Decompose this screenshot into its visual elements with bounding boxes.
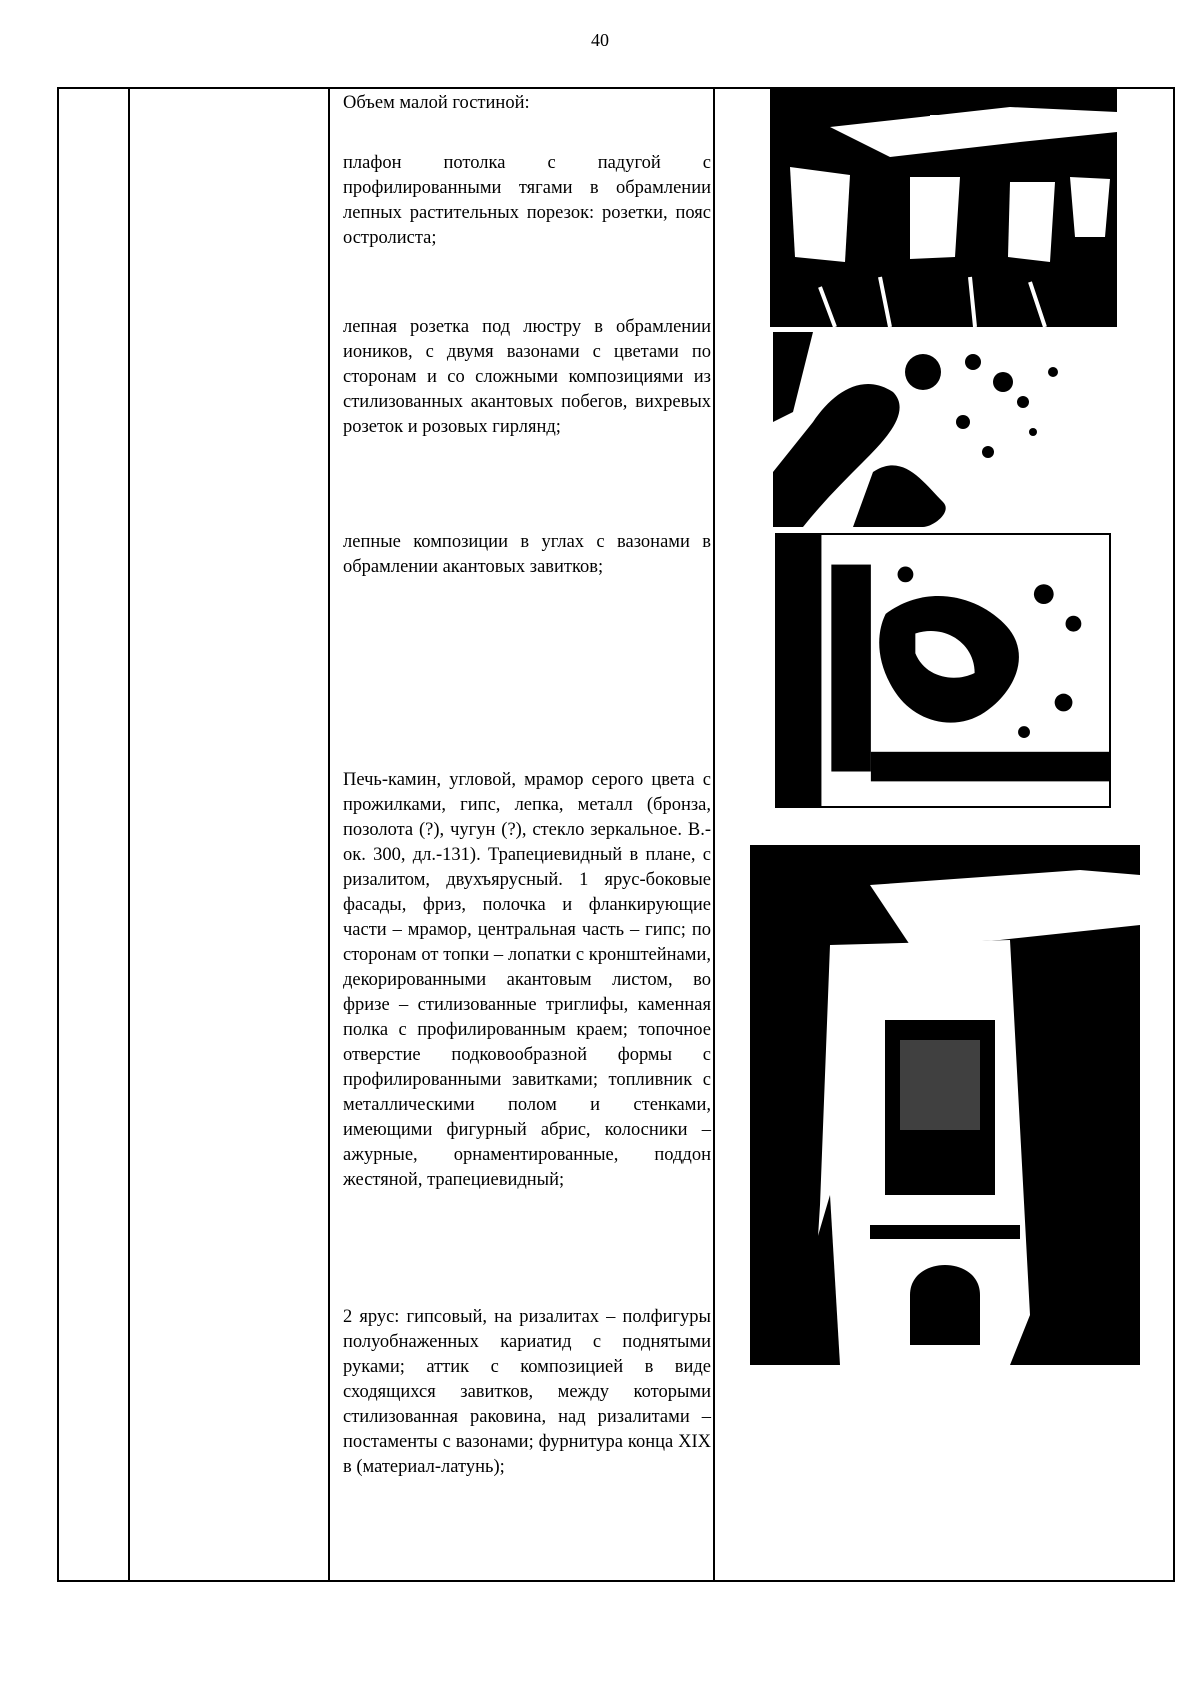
- table-col-border-1: [57, 87, 59, 1582]
- table-bottom-border: [57, 1580, 1175, 1582]
- description-rosette: лепная розетка под люстру в обрамлении иоников, с двумя вазонами с цветами по сторонам и со сложными композициями из стилизованных акантовых побегов, вихревых розеток и розовых гирлянд;: [343, 317, 711, 437]
- corner-composition-photo: [775, 533, 1111, 808]
- fireplace-photo: [750, 845, 1140, 1365]
- table-col-border-4: [713, 87, 715, 1582]
- ceiling-photo: [770, 87, 1117, 327]
- description-ceiling: плафон потолка с падугой с профилированными тягами в обрамлении лепных растительных порезок: розетки, пояс остролиста;: [343, 153, 711, 248]
- table-col-border-5: [1173, 87, 1175, 1582]
- description-corners: лепные композиции в углах с вазонами в обрамлении акантовых завитков;: [343, 532, 711, 577]
- section-heading: Объем малой гостиной:: [343, 93, 530, 113]
- description-fireplace-tier2: 2 ярус: гипсовый, на ризалитах – полфигуры полуобнаженных кариатид с поднятыми руками; аттик с композицией в виде сходящихся завитков, между которыми стилизованная раковина, над ризалитами – постаменты с вазонами; фурнитура конца XIX в (материал-латунь);: [343, 1307, 711, 1477]
- description-fireplace-tier1: Печь-камин, угловой, мрамор серого цвета с прожилками, гипс, лепка, металл (бронза, позолота (?), чугун (?), стекло зеркальное. В.-ок. 300, дл.-131). Трапециевидный в плане, с ризалитом, двухъярусный. 1 ярус-боковые фасады, фриз, полочка и фланкирующие части – мрамор, центральная часть – гипс; по сторонам от топки – лопатки с кронштейнами, декорированными акантовым листом, во фризе – стилизованные триглифы, каменная полка с профилированным краем; топочное отверстие подковообразной формы с профилированными завитками; топливник с металлическими полом и стенками, имеющими фигурный абрис, колосники – ажурные, орнаментированные, поддон жестяной, трапециевидный;: [343, 770, 711, 1190]
- page-number: 40: [591, 30, 609, 50]
- table-col-border-2: [128, 87, 130, 1582]
- rosette-photo: [773, 332, 1083, 527]
- table-col-border-3: [328, 87, 330, 1582]
